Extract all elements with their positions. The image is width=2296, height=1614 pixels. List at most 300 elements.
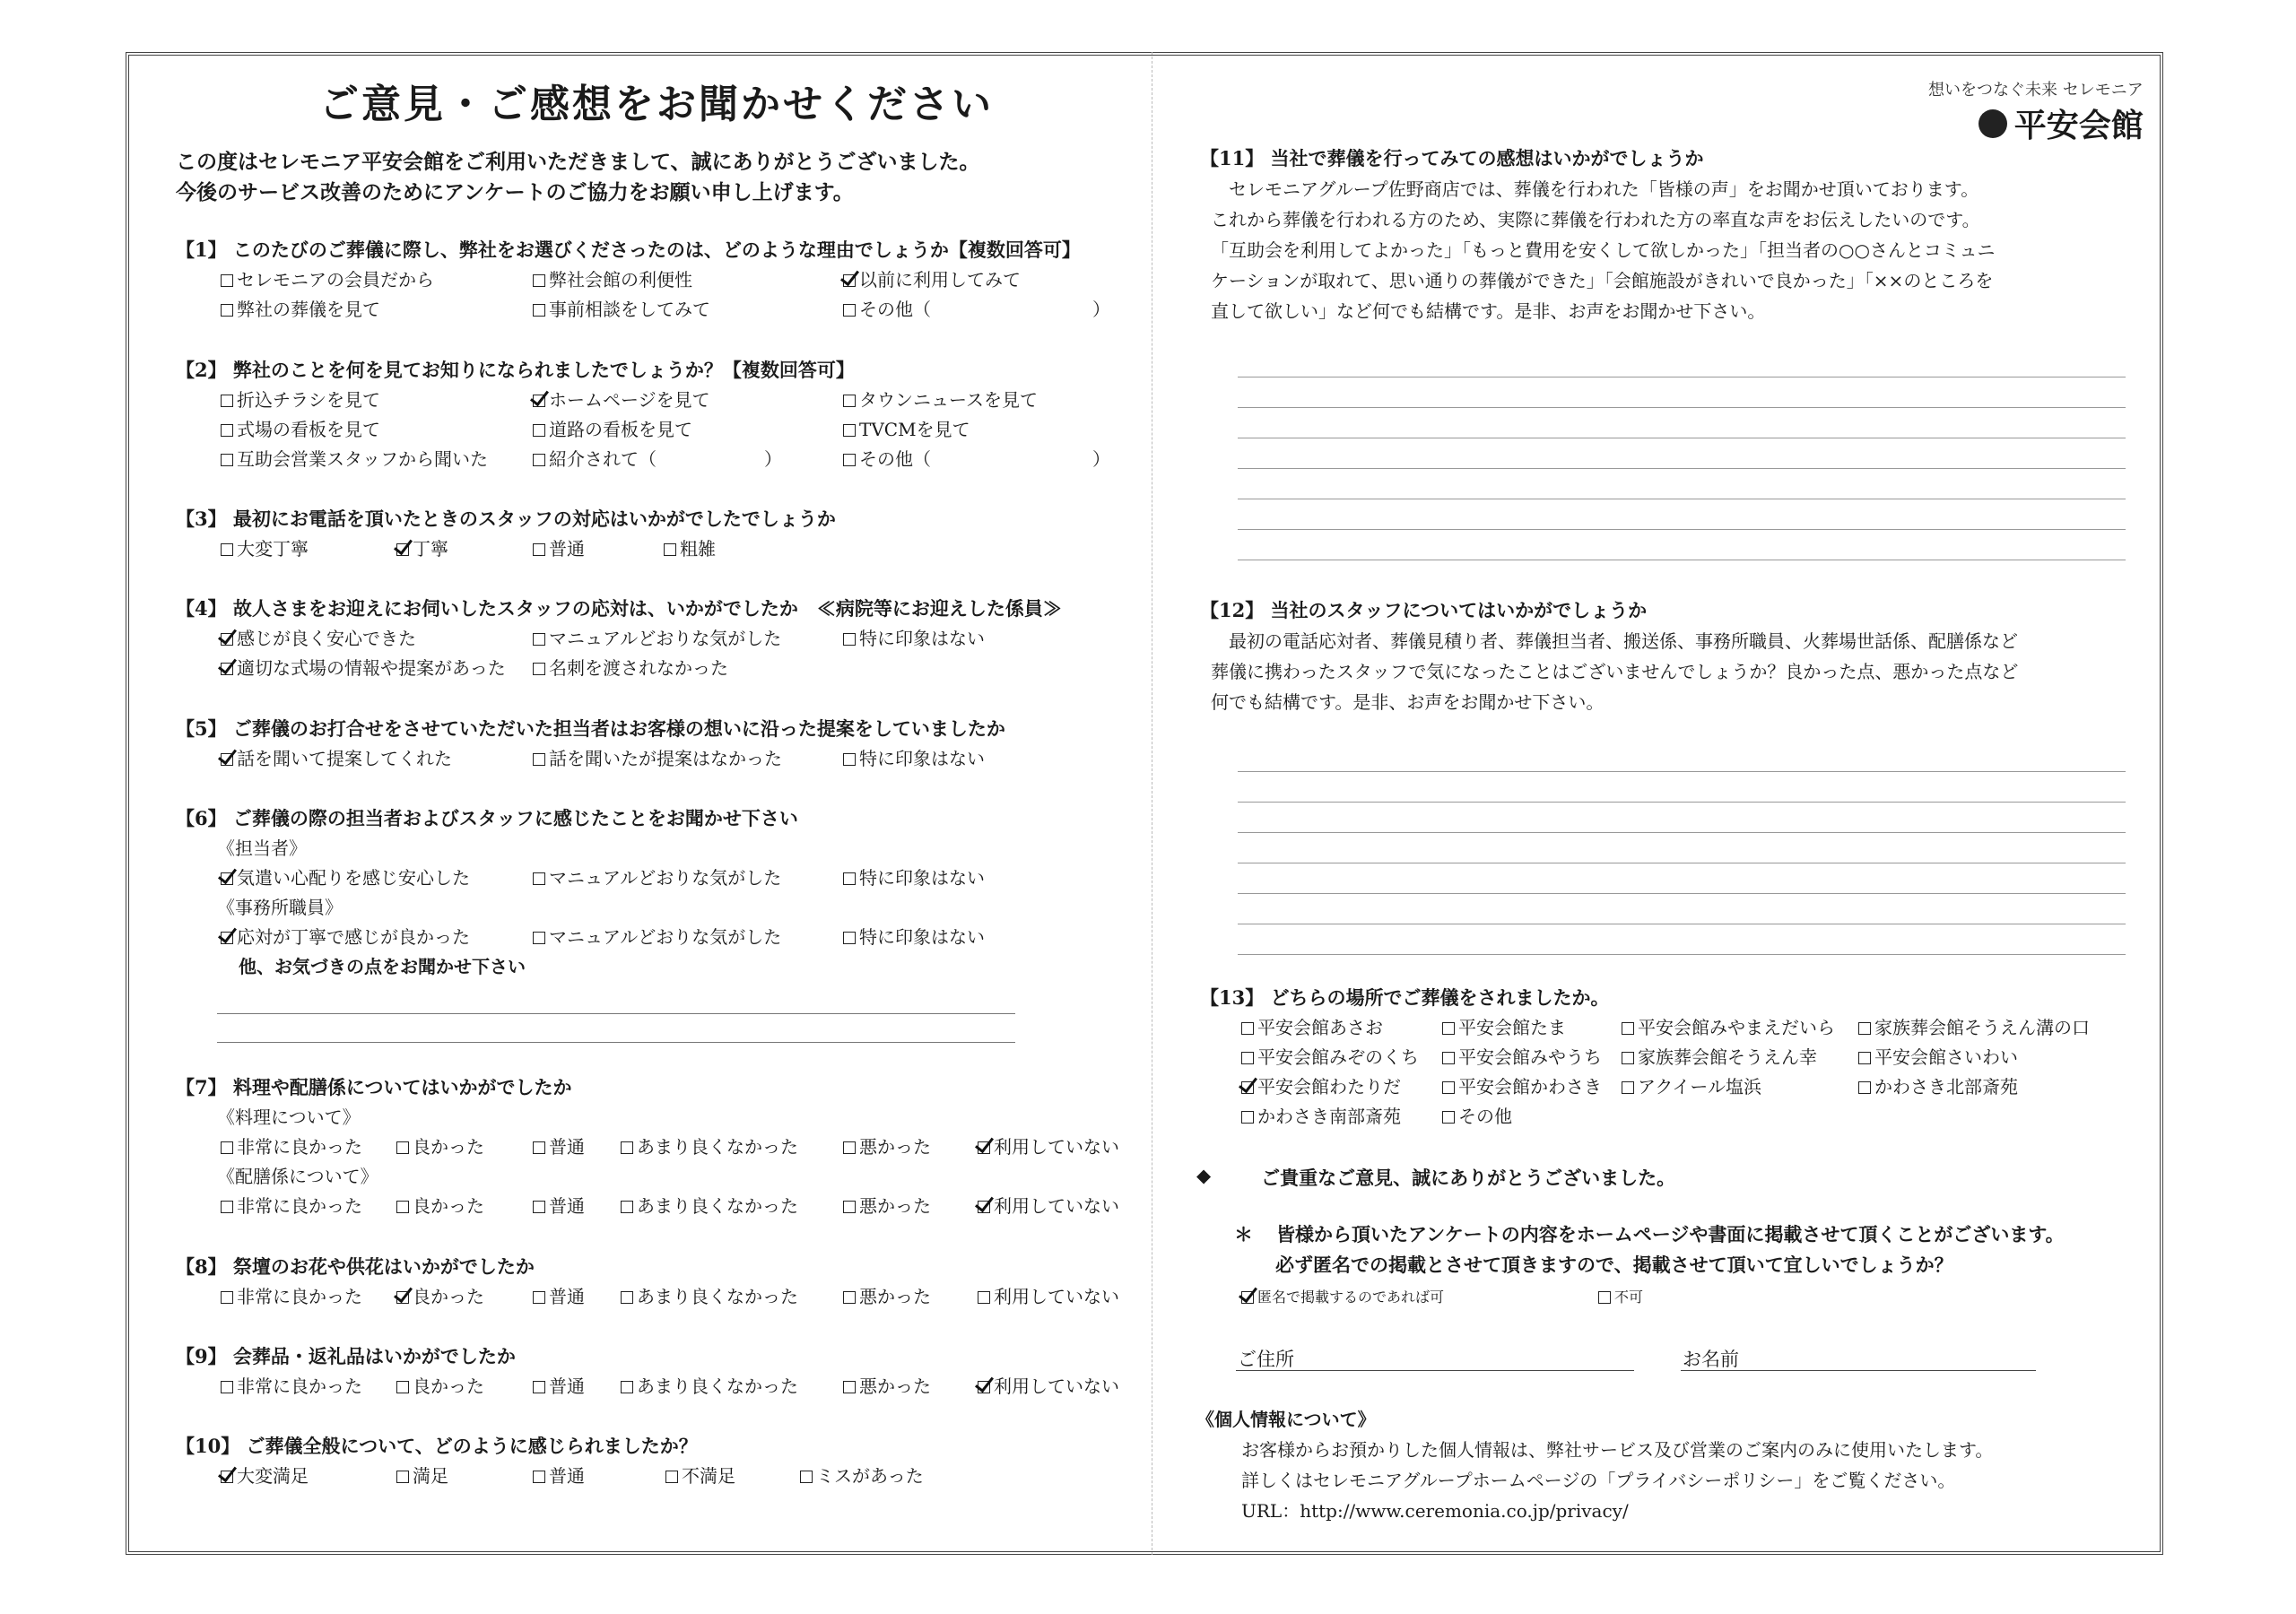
answer-line[interactable]	[1238, 832, 2126, 833]
checkbox-icon[interactable]	[533, 543, 545, 556]
checkbox-label: 普通	[549, 538, 585, 560]
checkbox-icon[interactable]	[533, 304, 545, 317]
checkbox-option[interactable]	[843, 863, 985, 893]
checkbox-icon[interactable]	[621, 1381, 633, 1393]
checkbox-label: その他（ ）	[859, 448, 1110, 470]
checkbox-option[interactable]	[1442, 1102, 1512, 1132]
privacy-url: URL：http://www.ceremonia.co.jp/privacy/	[1241, 1500, 1629, 1522]
checkbox-icon[interactable]	[1241, 1111, 1254, 1124]
thanks-message	[1196, 1164, 1675, 1191]
checkbox-checked-icon[interactable]	[978, 1141, 990, 1154]
checkbox-option[interactable]	[533, 534, 585, 564]
checkbox-option[interactable]	[1241, 1013, 1383, 1043]
checkbox-label: 気遣い心配りを感じ安心した	[237, 867, 470, 889]
privacy-line: お客様からお預かりした個人情報は、弊社サービス及び営業のご案内のみに使用いたします。	[1241, 1439, 1994, 1461]
checkbox-label: 非常に良かった	[237, 1375, 362, 1397]
question-11-guidance	[1211, 174, 1996, 326]
checkbox-option[interactable]	[221, 265, 434, 295]
checkbox-checked-icon[interactable]	[221, 932, 233, 944]
comment-line[interactable]	[217, 1042, 1015, 1043]
checkbox-option[interactable]	[843, 744, 985, 774]
checkbox-label: 利用していない	[994, 1375, 1119, 1397]
checkbox-label: 弊社の葬儀を見て	[237, 299, 380, 320]
checkbox-checked-icon[interactable]	[221, 753, 233, 766]
checkbox-label: 非常に良かった	[237, 1195, 362, 1217]
checkbox-option[interactable]	[843, 445, 1110, 474]
checkbox-icon[interactable]	[221, 1291, 233, 1304]
checkbox-label: セレモニアの会員だから	[237, 269, 434, 291]
checkbox-icon[interactable]	[621, 1141, 633, 1154]
publish-line: 皆様から頂いたアンケートの内容をホームページや書面に掲載させて頂くことがございます。	[1276, 1223, 2065, 1245]
asterisk-icon: ＊	[1234, 1223, 1253, 1245]
checkbox-icon[interactable]	[221, 1201, 233, 1213]
checkbox-label: 式場の看板を見て	[237, 419, 380, 440]
checkbox-option[interactable]	[621, 1132, 798, 1162]
option-row	[176, 295, 1135, 325]
checkbox-option[interactable]	[533, 445, 782, 474]
checkbox-option[interactable]	[843, 1372, 931, 1401]
checkbox-checked-icon[interactable]	[978, 1201, 990, 1213]
checkbox-icon[interactable]	[533, 454, 545, 466]
intro-text	[176, 147, 980, 208]
checkbox-option[interactable]	[396, 1282, 484, 1312]
checkbox-option[interactable]	[843, 923, 985, 952]
question-heading: 【2】 弊社のことを何を見てお知りになられましたでしょうか？【複数回答可】	[176, 359, 855, 381]
checkbox-icon[interactable]	[665, 1471, 678, 1483]
checkbox-label: 感じが良く安心できた	[237, 628, 416, 649]
subsection-label: 《配膳係について》	[217, 1166, 378, 1187]
checkbox-icon[interactable]	[221, 543, 233, 556]
checkbox-option[interactable]	[221, 863, 470, 893]
guidance-line: ケーションが取れて、思い通りの葬儀ができた」「会館施設がきれいで良かった」「××のところを	[1211, 270, 1994, 291]
checkbox-option[interactable]	[221, 923, 470, 952]
checkbox-label: 折込チラシを見て	[237, 389, 380, 411]
name-label: お名前	[1683, 1349, 1739, 1370]
checkbox-option[interactable]	[1241, 1072, 1401, 1102]
checkbox-option[interactable]	[1622, 1013, 1835, 1043]
question-heading: 【13】 どちらの場所でご葬儀をされましたか。	[1200, 986, 1610, 1009]
checkbox-icon[interactable]	[533, 663, 545, 675]
checkbox-label: 平安会館わたりだ	[1257, 1076, 1401, 1098]
company-logo	[1928, 77, 2144, 146]
checkbox-option[interactable]	[843, 1192, 931, 1221]
question-11	[1200, 143, 2151, 322]
answer-line[interactable]	[1238, 802, 2126, 803]
checkbox-icon[interactable]	[1622, 1052, 1634, 1064]
checkbox-option[interactable]	[221, 1192, 362, 1221]
answer-line[interactable]	[1238, 954, 2126, 955]
checkbox-icon[interactable]	[843, 395, 856, 407]
checkbox-label: 平安会館あさお	[1257, 1017, 1383, 1038]
checkbox-option[interactable]	[665, 1462, 735, 1491]
checkbox-icon[interactable]	[1442, 1081, 1455, 1094]
checkbox-option[interactable]	[221, 624, 416, 654]
checkbox-icon[interactable]	[1598, 1291, 1611, 1304]
checkbox-option[interactable]	[621, 1372, 798, 1401]
answer-line[interactable]	[1238, 529, 2126, 530]
question-heading: 【8】 祭壇のお花や供花はいかがでしたか	[176, 1255, 535, 1278]
question-heading: 【4】 故人さまをお迎えにお伺いしたスタッフの応対は、いかがでしたか ≪病院等にお迎えした係員≫	[176, 597, 1062, 620]
checkbox-icon[interactable]	[533, 932, 545, 944]
checkbox-icon[interactable]	[533, 1201, 545, 1213]
checkbox-label: マニュアルどおりな気がした	[549, 867, 782, 889]
checkbox-label: 悪かった	[859, 1286, 931, 1307]
checkbox-label: 大変満足	[237, 1465, 309, 1487]
option-row	[176, 386, 1135, 415]
checkbox-icon[interactable]	[664, 543, 676, 556]
question-heading: 【10】 ご葬儀全般について、どのように感じられましたか？	[176, 1435, 698, 1457]
checkbox-option[interactable]	[843, 415, 970, 445]
checkbox-option[interactable]	[533, 295, 710, 325]
question-12	[1200, 595, 2151, 713]
checkbox-label: 悪かった	[859, 1195, 931, 1217]
checkbox-option[interactable]	[533, 1192, 585, 1221]
checkbox-icon[interactable]	[533, 1141, 545, 1154]
checkbox-label: 良かった	[413, 1375, 484, 1397]
answer-line[interactable]	[1238, 893, 2126, 894]
checkbox-option[interactable]	[221, 1372, 362, 1401]
checkbox-option[interactable]	[843, 386, 1038, 415]
checkbox-label: 良かった	[413, 1136, 484, 1158]
checkbox-label: かわさき南部斎苑	[1257, 1106, 1401, 1127]
checkbox-icon[interactable]	[533, 753, 545, 766]
checkbox-option[interactable]	[978, 1372, 1119, 1401]
checkbox-icon[interactable]	[843, 1141, 856, 1154]
checkbox-option[interactable]	[843, 295, 1110, 325]
checkbox-option[interactable]	[621, 1192, 798, 1221]
checkbox-option[interactable]	[533, 415, 692, 445]
checkbox-icon[interactable]	[533, 872, 545, 885]
option-row	[176, 265, 1135, 295]
guidance-line: 「互助会を利用してよかった」「もっと費用を安くして欲しかった」「担当者の○○さんとコミュニ	[1211, 239, 1996, 261]
checkbox-checked-icon[interactable]	[221, 663, 233, 675]
checkbox-label: 以前に利用してみて	[859, 269, 1021, 291]
checkbox-label: 特に印象はない	[859, 628, 985, 649]
checkbox-icon[interactable]	[221, 424, 233, 437]
logo-mark-icon	[1979, 109, 2007, 138]
checkbox-option[interactable]	[533, 1372, 585, 1401]
question-heading: 【9】 会葬品・返礼品はいかがでしたか	[176, 1345, 516, 1367]
checkbox-icon[interactable]	[843, 424, 856, 437]
question-1	[176, 235, 1135, 325]
checkbox-option[interactable]	[533, 1282, 585, 1312]
checkbox-checked-icon[interactable]	[533, 395, 545, 407]
question-5	[176, 714, 1135, 774]
checkbox-label: タウンニュースを見て	[859, 389, 1038, 411]
checkbox-label: あまり良くなかった	[637, 1136, 798, 1158]
checkbox-checked-icon[interactable]	[978, 1381, 990, 1393]
checkbox-option[interactable]	[533, 923, 781, 952]
checkbox-label: 非常に良かった	[237, 1136, 362, 1158]
checkbox-icon[interactable]	[843, 1201, 856, 1213]
guidance-line: これから葬儀を行われる方のため、実際に葬儀を行われた方の率直な声をお伝えしたいのです。	[1211, 209, 1980, 230]
checkbox-option[interactable]	[221, 1462, 309, 1491]
checkbox-option[interactable]	[221, 415, 380, 445]
checkbox-label: ミスがあった	[816, 1465, 924, 1487]
checkbox-icon[interactable]	[843, 932, 856, 944]
checkbox-label: あまり良くなかった	[637, 1195, 798, 1217]
checkbox-option[interactable]	[396, 1462, 448, 1491]
checkbox-label: 普通	[549, 1375, 585, 1397]
checkbox-option[interactable]	[221, 744, 452, 774]
checkbox-label: 弊社会館の利便性	[549, 269, 692, 291]
checkbox-icon[interactable]	[621, 1201, 633, 1213]
checkbox-icon[interactable]	[396, 1201, 409, 1213]
checkbox-option[interactable]	[843, 624, 985, 654]
checkbox-icon[interactable]	[533, 1381, 545, 1393]
option-row	[176, 445, 1135, 474]
checkbox-label: TVCMを見て	[859, 419, 970, 440]
privacy-notice	[1196, 1404, 1993, 1526]
option-row	[1241, 1282, 2138, 1312]
checkbox-icon[interactable]	[221, 1141, 233, 1154]
checkbox-option[interactable]	[664, 534, 716, 564]
intro-line: この度はセレモニア平安会館をご利用いただきまして、誠にありがとうございました。	[176, 150, 980, 174]
checkbox-label: 利用していない	[994, 1286, 1119, 1307]
question-3	[176, 504, 1135, 564]
checkbox-option[interactable]	[396, 1372, 484, 1401]
checkbox-icon[interactable]	[843, 753, 856, 766]
checkbox-label: 普通	[549, 1195, 585, 1217]
checkbox-checked-icon[interactable]	[221, 1471, 233, 1483]
checkbox-option[interactable]	[1598, 1282, 1643, 1312]
question-heading: 【3】 最初にお電話を頂いたときのスタッフの対応はいかがでしたでしょうか	[176, 508, 836, 530]
checkbox-label: 平安会館かわさき	[1458, 1076, 1602, 1098]
checkbox-icon[interactable]	[533, 1291, 545, 1304]
checkbox-option[interactable]	[978, 1132, 1119, 1162]
guidance-line: 最初の電話応対者、葬儀見積り者、葬儀担当者、搬送係、事務所職員、火葬場世話係、配膳係など	[1211, 630, 2018, 652]
checkbox-label: 平安会館さいわい	[1874, 1046, 2018, 1068]
question-10	[176, 1431, 1135, 1491]
checkbox-option[interactable]	[221, 386, 380, 415]
checkbox-label: 満足	[413, 1465, 448, 1487]
page-title: ご意見・ご感想をお聞かせください	[319, 82, 994, 127]
answer-line[interactable]	[1238, 771, 2126, 772]
checkbox-checked-icon[interactable]	[1241, 1291, 1254, 1304]
answer-line[interactable]	[1238, 468, 2126, 469]
checkbox-option[interactable]	[1858, 1072, 2018, 1102]
checkbox-option[interactable]	[1622, 1072, 1761, 1102]
question-heading: 【5】 ご葬儀のお打合せをさせていただいた担当者はお客様の想いに沿った提案をしていましたか	[176, 717, 1005, 740]
option-row	[1200, 1043, 2151, 1072]
checkbox-option[interactable]	[221, 1282, 362, 1312]
question-heading: 【7】 料理や配膳係についてはいかがでしたか	[176, 1076, 572, 1098]
subsection-label: 《料理について》	[217, 1106, 361, 1128]
checkbox-icon[interactable]	[843, 304, 856, 317]
question-7	[176, 1072, 1135, 1221]
checkbox-option[interactable]	[533, 654, 728, 683]
checkbox-icon[interactable]	[800, 1471, 813, 1483]
checkbox-icon[interactable]	[1858, 1081, 1871, 1094]
checkbox-icon[interactable]	[843, 1291, 856, 1304]
checkbox-label: 名刺を渡されなかった	[549, 657, 728, 679]
question-heading: 【12】 当社のスタッフについてはいかがでしょうか	[1200, 599, 1648, 621]
checkbox-checked-icon[interactable]	[221, 633, 233, 646]
checkbox-option[interactable]	[533, 1132, 585, 1162]
checkbox-label: その他（ ）	[859, 299, 1110, 320]
publish-consent	[1234, 1219, 2065, 1280]
comment-line[interactable]	[217, 1013, 1015, 1014]
address-field[interactable]	[1236, 1370, 1634, 1371]
checkbox-label: 話を聞いて提案してくれた	[237, 748, 452, 769]
checkbox-label: 家族葬会館そうえん幸	[1638, 1046, 1817, 1068]
checkbox-option[interactable]	[396, 1132, 484, 1162]
checkbox-label: 良かった	[413, 1195, 484, 1217]
checkbox-icon[interactable]	[533, 633, 545, 646]
intro-line: 今後のサービス改善のためにアンケートのご協力をお願い申し上げます。	[176, 180, 854, 204]
checkbox-option[interactable]	[533, 265, 692, 295]
checkbox-option[interactable]	[533, 1462, 585, 1491]
checkbox-label: 家族葬会館そうえん溝の口	[1874, 1017, 2090, 1038]
checkbox-label: 平安会館みぞのくち	[1257, 1046, 1419, 1068]
logo-tagline: 想いをつなぐ未来 セレモニア	[1928, 81, 2144, 100]
option-row	[176, 624, 1135, 654]
logo-name: 平安会館	[2013, 107, 2144, 144]
checkbox-checked-icon[interactable]	[1241, 1081, 1254, 1094]
checkbox-label: 話を聞いたが提案はなかった	[549, 748, 782, 769]
option-row	[1200, 1013, 2151, 1043]
checkbox-icon[interactable]	[621, 1291, 633, 1304]
checkbox-option[interactable]	[221, 654, 506, 683]
checkbox-icon[interactable]	[396, 1381, 409, 1393]
checkbox-label: マニュアルどおりな気がした	[549, 628, 782, 649]
option-row	[176, 415, 1135, 445]
checkbox-option[interactable]	[1442, 1043, 1602, 1072]
checkbox-icon[interactable]	[843, 1381, 856, 1393]
guidance-line: 直して欲しい」など何でも結構です。是非、お声をお聞かせ下さい。	[1211, 300, 1766, 322]
checkbox-option[interactable]	[843, 1132, 931, 1162]
checkbox-checked-icon[interactable]	[221, 872, 233, 885]
question-heading: 【1】 このたびのご葬儀に際し、弊社をお選びくださったのは、どのような理由でしょうか【複数回答可】	[176, 239, 1081, 261]
checkbox-option[interactable]	[221, 1132, 362, 1162]
checkbox-icon[interactable]	[978, 1291, 990, 1304]
checkbox-label: マニュアルどおりな気がした	[549, 926, 782, 948]
checkbox-option[interactable]	[1858, 1043, 2018, 1072]
checkbox-option[interactable]	[533, 863, 781, 893]
question-2	[176, 355, 1135, 474]
checkbox-label: 悪かった	[859, 1136, 931, 1158]
checkbox-option[interactable]	[533, 624, 781, 654]
checkbox-option[interactable]	[1241, 1043, 1419, 1072]
checkbox-label: 良かった	[413, 1286, 484, 1307]
option-row	[176, 654, 1135, 683]
option-row	[176, 744, 1135, 774]
checkbox-icon[interactable]	[533, 1471, 545, 1483]
checkbox-option[interactable]	[1858, 1013, 2090, 1043]
checkbox-label: 平安会館みやうち	[1458, 1046, 1602, 1068]
checkbox-option[interactable]	[1622, 1043, 1817, 1072]
checkbox-option[interactable]	[978, 1192, 1119, 1221]
checkbox-label: 応対が丁寧で感じが良かった	[237, 926, 470, 948]
checkbox-label: 粗雑	[680, 538, 716, 560]
checkbox-label: あまり良くなかった	[637, 1286, 798, 1307]
subsection-label: 《担当者》	[217, 837, 307, 859]
checkbox-label: 利用していない	[994, 1195, 1119, 1217]
option-row	[176, 863, 1135, 893]
checkbox-label: 普通	[549, 1465, 585, 1487]
checkbox-option[interactable]	[221, 445, 488, 474]
question-13	[1200, 983, 2151, 1132]
checkbox-label: 特に印象はない	[859, 748, 985, 769]
checkbox-checked-icon[interactable]	[396, 1291, 409, 1304]
checkbox-option[interactable]	[221, 534, 309, 564]
checkbox-icon[interactable]	[221, 1381, 233, 1393]
checkbox-checked-icon[interactable]	[843, 274, 856, 287]
checkbox-icon[interactable]	[1241, 1022, 1254, 1035]
checkbox-option[interactable]	[1241, 1102, 1401, 1132]
option-row	[176, 1192, 1135, 1221]
checkbox-icon[interactable]	[1241, 1052, 1254, 1064]
checkbox-checked-icon[interactable]	[396, 543, 409, 556]
checkbox-option[interactable]	[533, 386, 710, 415]
checkbox-option[interactable]	[533, 744, 782, 774]
checkbox-icon[interactable]	[1858, 1052, 1871, 1064]
checkbox-label: 非常に良かった	[237, 1286, 362, 1307]
answer-line[interactable]	[1238, 407, 2126, 408]
question-heading: 【6】 ご葬儀の際の担当者およびスタッフに感じたことをお聞かせ下さい	[176, 807, 798, 829]
checkbox-icon[interactable]	[533, 424, 545, 437]
checkbox-option[interactable]	[1442, 1072, 1602, 1102]
checkbox-label: あまり良くなかった	[637, 1375, 798, 1397]
question-8	[176, 1252, 1135, 1312]
checkbox-icon[interactable]	[221, 304, 233, 317]
option-row	[176, 1462, 1135, 1491]
checkbox-icon[interactable]	[396, 1141, 409, 1154]
checkbox-icon[interactable]	[843, 872, 856, 885]
checkbox-icon[interactable]	[843, 633, 856, 646]
checkbox-option[interactable]	[843, 265, 1021, 295]
checkbox-label: 紹介されて（ ）	[549, 448, 782, 470]
checkbox-option[interactable]	[621, 1282, 798, 1312]
checkbox-icon[interactable]	[396, 1471, 409, 1483]
guidance-line: セレモニアグループ佐野商店では、葬儀を行われた「皆様の声」をお聞かせ頂いております。	[1211, 178, 1979, 200]
checkbox-icon[interactable]	[843, 454, 856, 466]
checkbox-label: 普通	[549, 1286, 585, 1307]
checkbox-icon[interactable]	[221, 274, 233, 287]
checkbox-icon[interactable]	[1442, 1052, 1455, 1064]
checkbox-icon[interactable]	[1858, 1022, 1871, 1035]
checkbox-icon[interactable]	[533, 274, 545, 287]
checkbox-icon[interactable]	[1442, 1111, 1455, 1124]
checkbox-option[interactable]	[843, 1282, 931, 1312]
checkbox-icon[interactable]	[1622, 1081, 1634, 1094]
checkbox-label: その他	[1458, 1106, 1512, 1127]
checkbox-label: 不可	[1614, 1289, 1644, 1306]
checkbox-icon[interactable]	[221, 395, 233, 407]
checkbox-option[interactable]	[800, 1462, 924, 1491]
checkbox-label: 普通	[549, 1136, 585, 1158]
checkbox-option[interactable]	[221, 295, 380, 325]
checkbox-option[interactable]	[396, 1192, 484, 1221]
option-row	[1200, 1072, 2151, 1102]
option-row	[176, 1372, 1135, 1401]
checkbox-icon[interactable]	[1622, 1022, 1634, 1035]
checkbox-option[interactable]	[1442, 1013, 1566, 1043]
checkbox-label: 丁寧	[413, 538, 448, 560]
checkbox-option[interactable]	[396, 534, 448, 564]
checkbox-icon[interactable]	[221, 454, 233, 466]
name-field[interactable]	[1681, 1370, 2036, 1371]
checkbox-icon[interactable]	[1442, 1022, 1455, 1035]
checkbox-label: 特に印象はない	[859, 926, 985, 948]
checkbox-option[interactable]	[1241, 1282, 1444, 1312]
checkbox-label: 大変丁寧	[237, 538, 309, 560]
question-heading: 【11】 当社で葬儀を行ってみての感想はいかがでしょうか	[1200, 147, 1704, 169]
checkbox-label: 事前相談をしてみて	[549, 299, 710, 320]
checkbox-option[interactable]	[978, 1282, 1119, 1312]
publish-line: 必ず匿名での掲載とさせて頂きますので、掲載させて頂いて宜しいでしょうか？	[1275, 1254, 1953, 1276]
guidance-line: 葬儀に携わったスタッフで気になったことはございませんでしょうか？良かった点、悪かった点など	[1211, 661, 2019, 682]
